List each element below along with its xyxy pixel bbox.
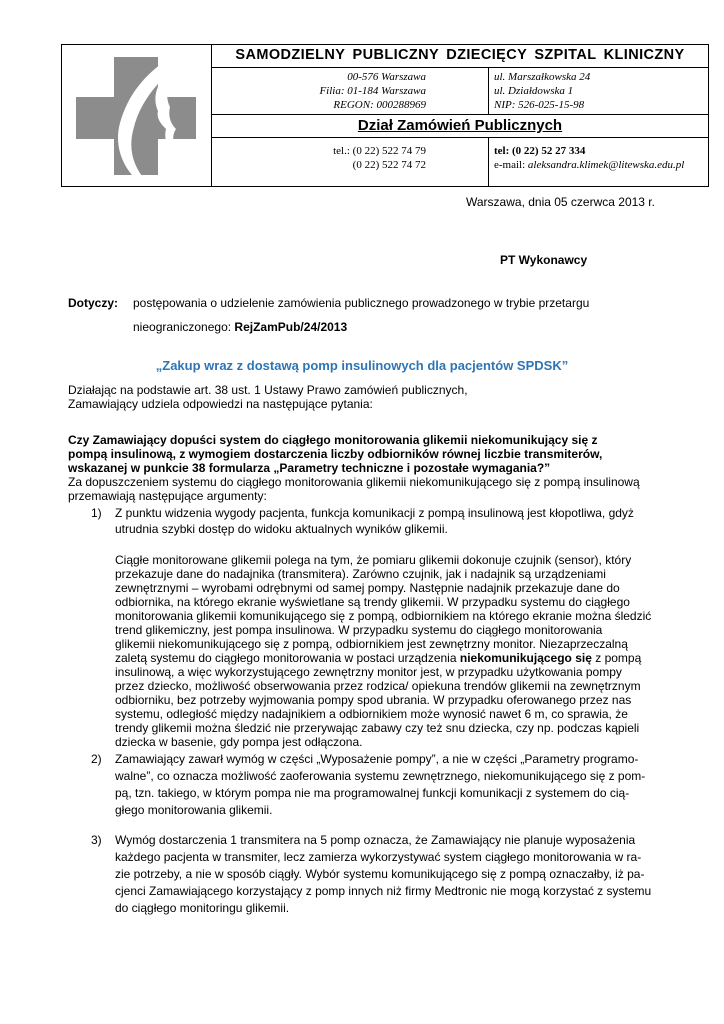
question-line: wskazanej w punkcie 38 formularza „Parametry techniczne i pozostałe wymagania?” — [68, 461, 551, 475]
list-item-line: przekazuje dane do nadajnika (transmitera). Zarówno czujnik, jak i nadajnik są urządzeniami — [115, 567, 606, 581]
text-span-bold: niekomunikującego się — [459, 651, 592, 665]
intro-line: Działając na podstawie art. 38 ust. 1 Ustawy Prawo zamówień publicznych, — [68, 383, 468, 397]
header-divider — [212, 114, 709, 115]
list-number: 2) — [91, 752, 102, 766]
list-number: 3) — [91, 833, 102, 847]
recipient: PT Wykonawcy — [500, 253, 588, 267]
department-name: Dział Zamówień Publicznych — [357, 117, 563, 134]
address-left-line: 00-576 Warszawa — [347, 71, 426, 83]
list-item-line: odbiorniku, bez potrzeby wyjmowania pompy spod ubrania. W przypadku oferowanego przez nas — [115, 693, 632, 707]
header-divider — [488, 67, 489, 114]
header-divider — [488, 137, 489, 186]
list-item-line: walne”, co oznacza możliwość zaoferowania systemu zewnętrznego, niekomunikującego się z pom- — [115, 769, 646, 783]
date-line: Warszawa, dnia 05 czerwca 2013 r. — [466, 195, 655, 209]
list-item-line: dziecka w basenie, gdy pompa jest odłączona. — [115, 735, 363, 749]
text-span: z pompą — [591, 651, 642, 665]
list-item-line: pą, tzn. takiego, w którym pompa nie ma programowalnej funkcji komunikacji z systemem do cią- — [115, 786, 630, 800]
subject-title: „Zakup wraz z dostawą pomp insulinowych dla pacjentów SPDSK” — [155, 358, 569, 373]
list-item-line: Ciągłe monitorowane glikemii polega na tym, że pomiaru glikemii dokonuje czujnik (sensor), który — [115, 553, 632, 567]
hospital-logo — [62, 45, 211, 186]
list-item-line: przez dziecko, możliwość obserwowania przez rodzica/ opiekuna trendów glikemii na zewnętrznym — [115, 679, 641, 693]
list-item-line: Zamawiający zawarł wymóg w części „Wyposażenie pompy”, a nie w części „Parametry programo- — [115, 752, 639, 766]
header-divider — [212, 67, 709, 68]
answer-intro-line: przemawiają następujące argumenty: — [68, 489, 267, 503]
answer-intro-line: Za dopuszczeniem systemu do ciągłego monitorowania glikemii niekomunikującego się z pompą insulinową — [68, 475, 640, 489]
list-number: 1) — [91, 506, 102, 520]
list-item-line: odbiornika, na którego ekranie wyświetlane są trendy glikemii. W przypadku systemu do ciągłego — [115, 595, 630, 609]
regarding-label: Dotyczy: — [68, 296, 119, 310]
list-item-line: Wymóg dostarczenia 1 transmitera na 5 pomp oznacza, że Zamawiający nie planuje wyposażenia — [115, 833, 636, 847]
question-line: Czy Zamawiający dopuści system do ciągłego monitorowania glikemii niekomunikujący się z — [68, 433, 598, 447]
email-line — [494, 158, 684, 172]
phone-line: (0 22) 522 74 72 — [352, 159, 426, 171]
regarding-line: postępowania o udzielenie zamówienia publicznego prowadzonego w trybie przetargu — [133, 296, 590, 310]
list-item-line: zie potrzeby, a nie w sposób ciągły. Wybór systemu komunikującego się z pompą oznaczałby, iż pa- — [115, 867, 645, 881]
letterhead — [61, 44, 709, 187]
address-right-line: ul. Działdowska 1 — [494, 85, 574, 97]
list-item-line: cjenci Zamawiającego korzystający z pomp innych niż firmy Medtronic nie mogą korzystać z systemu — [115, 884, 652, 898]
regarding-line — [133, 320, 347, 334]
list-item-line: każdego pacjenta w transmiter, lecz zamierza wykorzystywać system ciągłego monitorowania w ra- — [115, 850, 642, 864]
address-right-line: ul. Marszałkowska 24 — [494, 71, 591, 83]
address-left-line: REGON: 000288969 — [333, 99, 426, 111]
list-item-line: glikemii niekomunikującego się z pompą, odbiornikiem jest zewnętrzny monitor. Niezaprzeczalną — [115, 637, 628, 651]
header-divider — [212, 137, 709, 138]
list-item-line: trend glikemiczny, jest pompa insulinowa. W przypadku systemu do ciągłego monitorowania — [115, 623, 603, 637]
list-item-line: Z punktu widzenia wygody pacjenta, funkcja komunikacji z pompą insulinową jest kłopotliwa, gdyż — [115, 506, 634, 520]
list-item-line: głego monitorowania glikemii. — [115, 803, 273, 817]
email-address[interactable]: aleksandra.klimek@litewska.edu.pl — [527, 159, 685, 171]
list-item-line: utrudnia szybki dostęp do widoku aktualnych wyników glikemii. — [115, 522, 448, 536]
list-item-line — [115, 651, 641, 665]
list-item-line: do ciągłego monitoringu glikemii. — [115, 901, 290, 915]
list-item-line: zewnętrznymi – wyrobami odrębnymi od samej pompy. Następnie nadajnik przekazuje dane do — [115, 581, 620, 595]
regarding-prefix: nieograniczonego: — [133, 320, 235, 334]
list-item-line: monitorowania glikemii komunikującego się z pompą, odbiornikiem na którego ekranie można śledzić — [115, 609, 652, 623]
reference-number: RejZamPub/24/2013 — [234, 320, 348, 334]
text-span: zaletą systemu do ciągłego monitorowania w postaci urządzenia — [115, 651, 460, 665]
phone-line-right: tel: (0 22) 52 27 334 — [494, 145, 586, 157]
question-line: pompą insulinową, z wymogiem dostarczenia liczby odbiorników równej liczbie transmiterów, — [68, 447, 603, 461]
phone-line: tel.: (0 22) 522 74 79 — [333, 145, 426, 157]
list-item-line: trendy glikemii można śledzić nie przerywając zabawy czy też snu dziecka, czy np. podczas kąpieli — [115, 721, 640, 735]
intro-line: Zamawiający udziela odpowiedzi na następujące pytania: — [68, 397, 373, 411]
list-item-line: systemu, odległość między nadajnikiem a odbiornikiem może wynosić nawet 6 m, co sprawia, że — [115, 707, 628, 721]
address-left-line: Filia: 01-184 Warszawa — [319, 85, 426, 97]
list-item-line: insulinową, a więc wykorzystującego zewnętrzny monitor jest, w przypadku użytkowania pompy — [115, 665, 622, 679]
logo-cell — [62, 45, 212, 186]
email-label: e-mail: — [494, 159, 528, 171]
address-right-line: NIP: 526-025-15-98 — [494, 99, 585, 111]
institution-name: SAMODZIELNY PUBLICZNY DZIECIĘCY SZPITAL KLINICZNY — [235, 47, 685, 63]
